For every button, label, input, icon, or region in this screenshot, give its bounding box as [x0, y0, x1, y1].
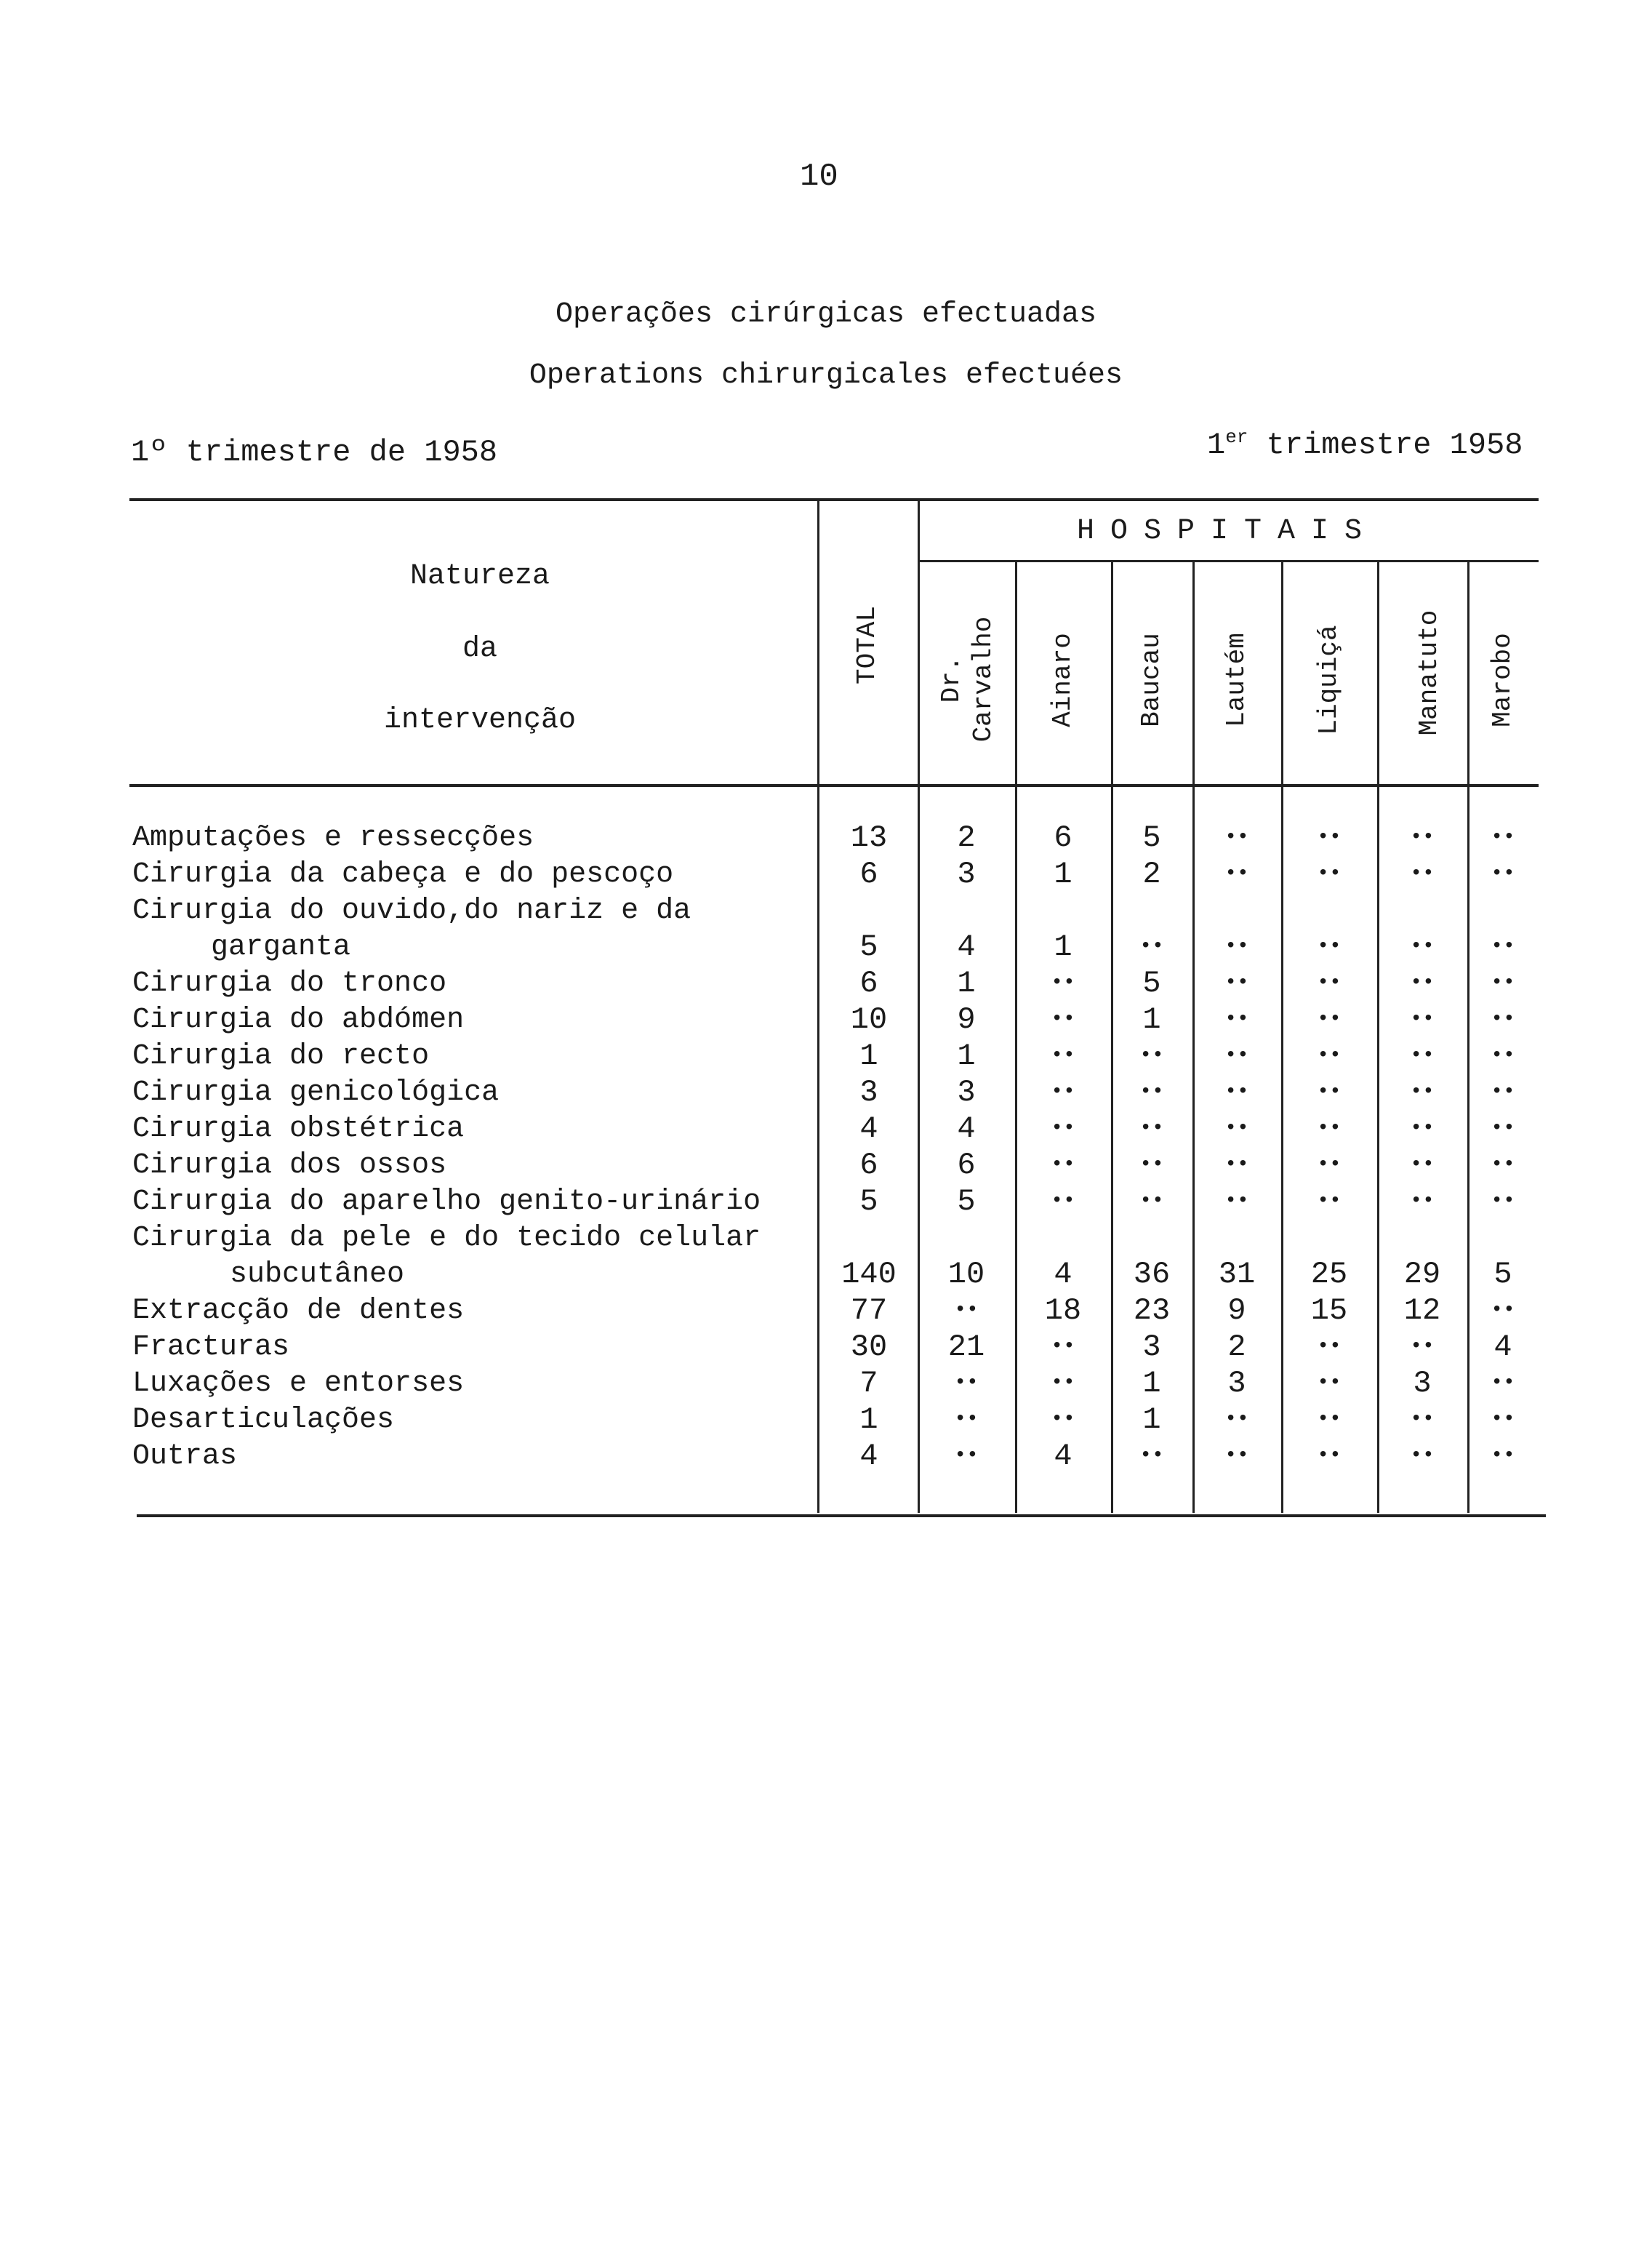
row-label: Cirurgia do tronco	[132, 967, 447, 1000]
cell-value: ••	[1317, 1154, 1342, 1176]
cell-value: ••	[1410, 935, 1435, 958]
cell-value: ••	[1051, 972, 1075, 994]
cell-total: 13	[850, 820, 888, 855]
cell-value: ••	[1139, 1154, 1164, 1176]
cell-total: 6	[859, 966, 878, 1001]
cell-value: ••	[954, 1444, 979, 1467]
cell-value: ••	[1224, 1044, 1249, 1067]
col-header-liquica: Liquiçá	[1314, 625, 1344, 735]
cell-total: 77	[850, 1293, 888, 1328]
cell-value: 21	[947, 1330, 985, 1364]
row-label: subcutâneo	[230, 1258, 405, 1291]
cell-value: 4	[957, 1111, 976, 1146]
row-label: Cirurgia do ouvido,do nariz e da	[132, 895, 691, 927]
cell-total: 4	[859, 1439, 878, 1474]
cell-value: 4	[1493, 1330, 1512, 1364]
cell-value: 1	[1142, 1002, 1161, 1037]
cell-value: ••	[1491, 1190, 1515, 1212]
cell-total: 10	[850, 1002, 888, 1037]
cell-value: ••	[1317, 1408, 1342, 1431]
cell-value: ••	[1317, 1117, 1342, 1140]
cell-value: 5	[1142, 820, 1161, 855]
cell-value: 3	[1227, 1366, 1246, 1401]
cell-value: ••	[1317, 1008, 1342, 1031]
cell-value: ••	[1051, 1335, 1075, 1358]
cell-total: 140	[841, 1257, 897, 1292]
cell-value: 6	[957, 1148, 976, 1183]
col-header-lautem: Lautém	[1222, 633, 1251, 727]
total-right-rule	[918, 498, 920, 1513]
cell-value: ••	[1224, 1081, 1249, 1103]
cell-value: ••	[1410, 1190, 1435, 1212]
cell-value: ••	[1410, 972, 1435, 994]
cell-value: ••	[1051, 1008, 1075, 1031]
cell-value: ••	[1491, 826, 1515, 849]
cell-value: ••	[1224, 935, 1249, 958]
cell-total: 1	[859, 1039, 878, 1074]
cell-value: 5	[1493, 1257, 1512, 1292]
cell-value: ••	[1491, 1444, 1515, 1467]
cell-value: 15	[1310, 1293, 1348, 1328]
cell-value: ••	[1051, 1372, 1075, 1394]
row-label: Cirurgia dos ossos	[132, 1149, 447, 1182]
cell-value: ••	[1491, 972, 1515, 994]
cell-value: ••	[1224, 1008, 1249, 1031]
cell-value: ••	[954, 1299, 979, 1322]
cell-value: 2	[1227, 1330, 1246, 1364]
table-bottom-rule	[137, 1514, 1546, 1517]
row-label: Amputações e ressecções	[132, 822, 534, 855]
cell-value: 1	[957, 966, 976, 1001]
period-right	[1207, 426, 1523, 463]
col-header-marobo: Marobo	[1488, 633, 1517, 727]
cell-total: 6	[859, 1148, 878, 1183]
cell-value: 9	[1227, 1293, 1246, 1328]
col-rule-6	[1467, 562, 1469, 1513]
cell-value: ••	[1224, 1444, 1249, 1467]
row-label: Cirurgia do abdómen	[132, 1004, 465, 1036]
cell-value: ••	[1491, 1008, 1515, 1031]
col-rule-1	[1015, 562, 1017, 1513]
row-label: Extracção de dentes	[132, 1295, 465, 1327]
cell-total: 7	[859, 1366, 878, 1401]
row-label: Luxações e entorses	[132, 1367, 465, 1400]
cell-value: 1	[1054, 857, 1072, 892]
cell-value: 4	[957, 930, 976, 964]
period-right-sup: er	[1225, 426, 1248, 448]
cell-value: ••	[1491, 1044, 1515, 1067]
title-french: Operations chirurgicales efectuées	[529, 359, 1123, 392]
cell-total: 1	[859, 1402, 878, 1437]
cell-value: ••	[1224, 1190, 1249, 1212]
cell-value: ••	[1224, 1154, 1249, 1176]
cell-total: 6	[859, 857, 878, 892]
cell-value: ••	[1051, 1408, 1075, 1431]
row-label: Cirurgia do recto	[132, 1040, 430, 1073]
cell-value: ••	[1224, 1117, 1249, 1140]
cell-value: 3	[1413, 1366, 1432, 1401]
cell-value: 18	[1044, 1293, 1082, 1328]
row-label: Fracturas	[132, 1331, 290, 1364]
cell-total: 30	[850, 1330, 888, 1364]
cell-value: ••	[1410, 1335, 1435, 1358]
col-header-baucau: Baucau	[1136, 633, 1166, 727]
cell-value: ••	[1051, 1044, 1075, 1067]
cell-value: ••	[1491, 863, 1515, 885]
cell-value: 1	[1054, 930, 1072, 964]
cell-value: ••	[1317, 826, 1342, 849]
cell-value: ••	[1491, 935, 1515, 958]
cell-value: 9	[957, 1002, 976, 1037]
cell-value: 23	[1133, 1293, 1171, 1328]
cell-value: 3	[957, 1075, 976, 1110]
page-number: 10	[800, 159, 838, 195]
period-right-prefix: 1	[1207, 428, 1226, 463]
table-top-rule	[129, 498, 1539, 501]
cell-value: ••	[1317, 1044, 1342, 1067]
cell-value: ••	[1317, 1081, 1342, 1103]
col-header-dr-carvalho-line-1: Dr.	[937, 655, 966, 703]
cell-value: ••	[1410, 1444, 1435, 1467]
cell-value: ••	[1224, 972, 1249, 994]
title-portuguese: Operações cirúrgicas efectuadas	[555, 298, 1097, 331]
cell-value: 4	[1054, 1257, 1072, 1292]
cell-value: 3	[957, 857, 976, 892]
col-header-total: TOTAL	[852, 605, 882, 685]
cell-value: 6	[1054, 820, 1072, 855]
cell-value: ••	[1410, 1408, 1435, 1431]
period-left: 1º trimestre de 1958	[131, 435, 498, 470]
cell-value: 5	[1142, 966, 1161, 1001]
hospitals-group-header: HOSPITAIS	[1076, 515, 1379, 548]
cell-total: 5	[859, 930, 878, 964]
cell-value: ••	[1410, 863, 1435, 885]
cell-value: 3	[1142, 1330, 1161, 1364]
row-label: Cirurgia da pele e do tecido celular	[132, 1222, 761, 1255]
cell-value: ••	[1051, 1081, 1075, 1103]
cell-value: 29	[1403, 1257, 1441, 1292]
row-header-line-3: intervenção	[383, 704, 577, 737]
row-label: Cirurgia obstétrica	[132, 1113, 465, 1146]
cell-value: ••	[1317, 1372, 1342, 1394]
cell-value: ••	[1410, 1008, 1435, 1031]
cell-value: 10	[947, 1257, 985, 1292]
row-label: Cirurgia genicológica	[132, 1076, 500, 1109]
cell-value: ••	[1491, 1408, 1515, 1431]
cell-value: ••	[954, 1372, 979, 1394]
cell-value: ••	[954, 1408, 979, 1431]
cell-value: ••	[1410, 1154, 1435, 1176]
cell-value: ••	[1051, 1117, 1075, 1140]
cell-value: ••	[1139, 935, 1164, 958]
cell-value: 1	[1142, 1402, 1161, 1437]
cell-value: ••	[1410, 1044, 1435, 1067]
cell-value: ••	[1139, 1444, 1164, 1467]
row-label: Outras	[132, 1440, 238, 1473]
cell-value: ••	[1317, 1335, 1342, 1358]
cell-value: ••	[1224, 863, 1249, 885]
cell-value: 4	[1054, 1439, 1072, 1474]
cell-value: ••	[1491, 1154, 1515, 1176]
cell-total: 4	[859, 1111, 878, 1146]
cell-value: ••	[1139, 1081, 1164, 1103]
cell-value: ••	[1139, 1117, 1164, 1140]
cell-value: ••	[1224, 1408, 1249, 1431]
cell-value: ••	[1410, 826, 1435, 849]
cell-value: ••	[1139, 1044, 1164, 1067]
hospitals-group-rule	[918, 560, 1539, 562]
cell-value: 2	[957, 820, 976, 855]
cell-value: 31	[1218, 1257, 1256, 1292]
cell-value: ••	[1410, 1117, 1435, 1140]
cell-value: 1	[1142, 1366, 1161, 1401]
cell-value: ••	[1491, 1299, 1515, 1322]
cell-value: ••	[1491, 1081, 1515, 1103]
period-right-suffix: trimestre 1958	[1248, 428, 1523, 463]
row-header-line-2: da	[462, 633, 497, 666]
col-header-manatuto: Manatuto	[1414, 610, 1444, 736]
row-label: Cirurgia da cabeça e do pescoço	[132, 858, 674, 891]
cell-value: ••	[1317, 1444, 1342, 1467]
col-rule-4	[1281, 562, 1283, 1513]
cell-value: 5	[957, 1184, 976, 1219]
cell-value: 12	[1403, 1293, 1441, 1328]
cell-value: ••	[1139, 1190, 1164, 1212]
col-header-ainaro: Ainaro	[1048, 633, 1078, 727]
cell-value: 36	[1133, 1257, 1171, 1292]
cell-value: 25	[1310, 1257, 1348, 1292]
header-bottom-rule	[129, 784, 1539, 787]
cell-value: ••	[1051, 1190, 1075, 1212]
cell-value: ••	[1317, 1190, 1342, 1212]
row-label: Cirurgia do aparelho genito-urinário	[132, 1186, 761, 1218]
cell-total: 5	[859, 1184, 878, 1219]
row-label: Desarticulações	[132, 1404, 395, 1436]
col-header-dr-carvalho	[936, 603, 1000, 756]
cell-value: ••	[1051, 1154, 1075, 1176]
cell-value: ••	[1224, 826, 1249, 849]
row-label: garganta	[211, 931, 351, 964]
cell-value: ••	[1491, 1372, 1515, 1394]
cell-value: ••	[1317, 935, 1342, 958]
col-header-dr-carvalho-line-2: Carvalho	[969, 616, 998, 743]
cell-value: ••	[1317, 972, 1342, 994]
row-header-line-1: Natureza	[409, 560, 550, 593]
cell-value: ••	[1410, 1081, 1435, 1103]
cell-value: ••	[1491, 1117, 1515, 1140]
cell-value: 1	[957, 1039, 976, 1074]
cell-value: ••	[1317, 863, 1342, 885]
cell-total: 3	[859, 1075, 878, 1110]
cell-value: 2	[1142, 857, 1161, 892]
